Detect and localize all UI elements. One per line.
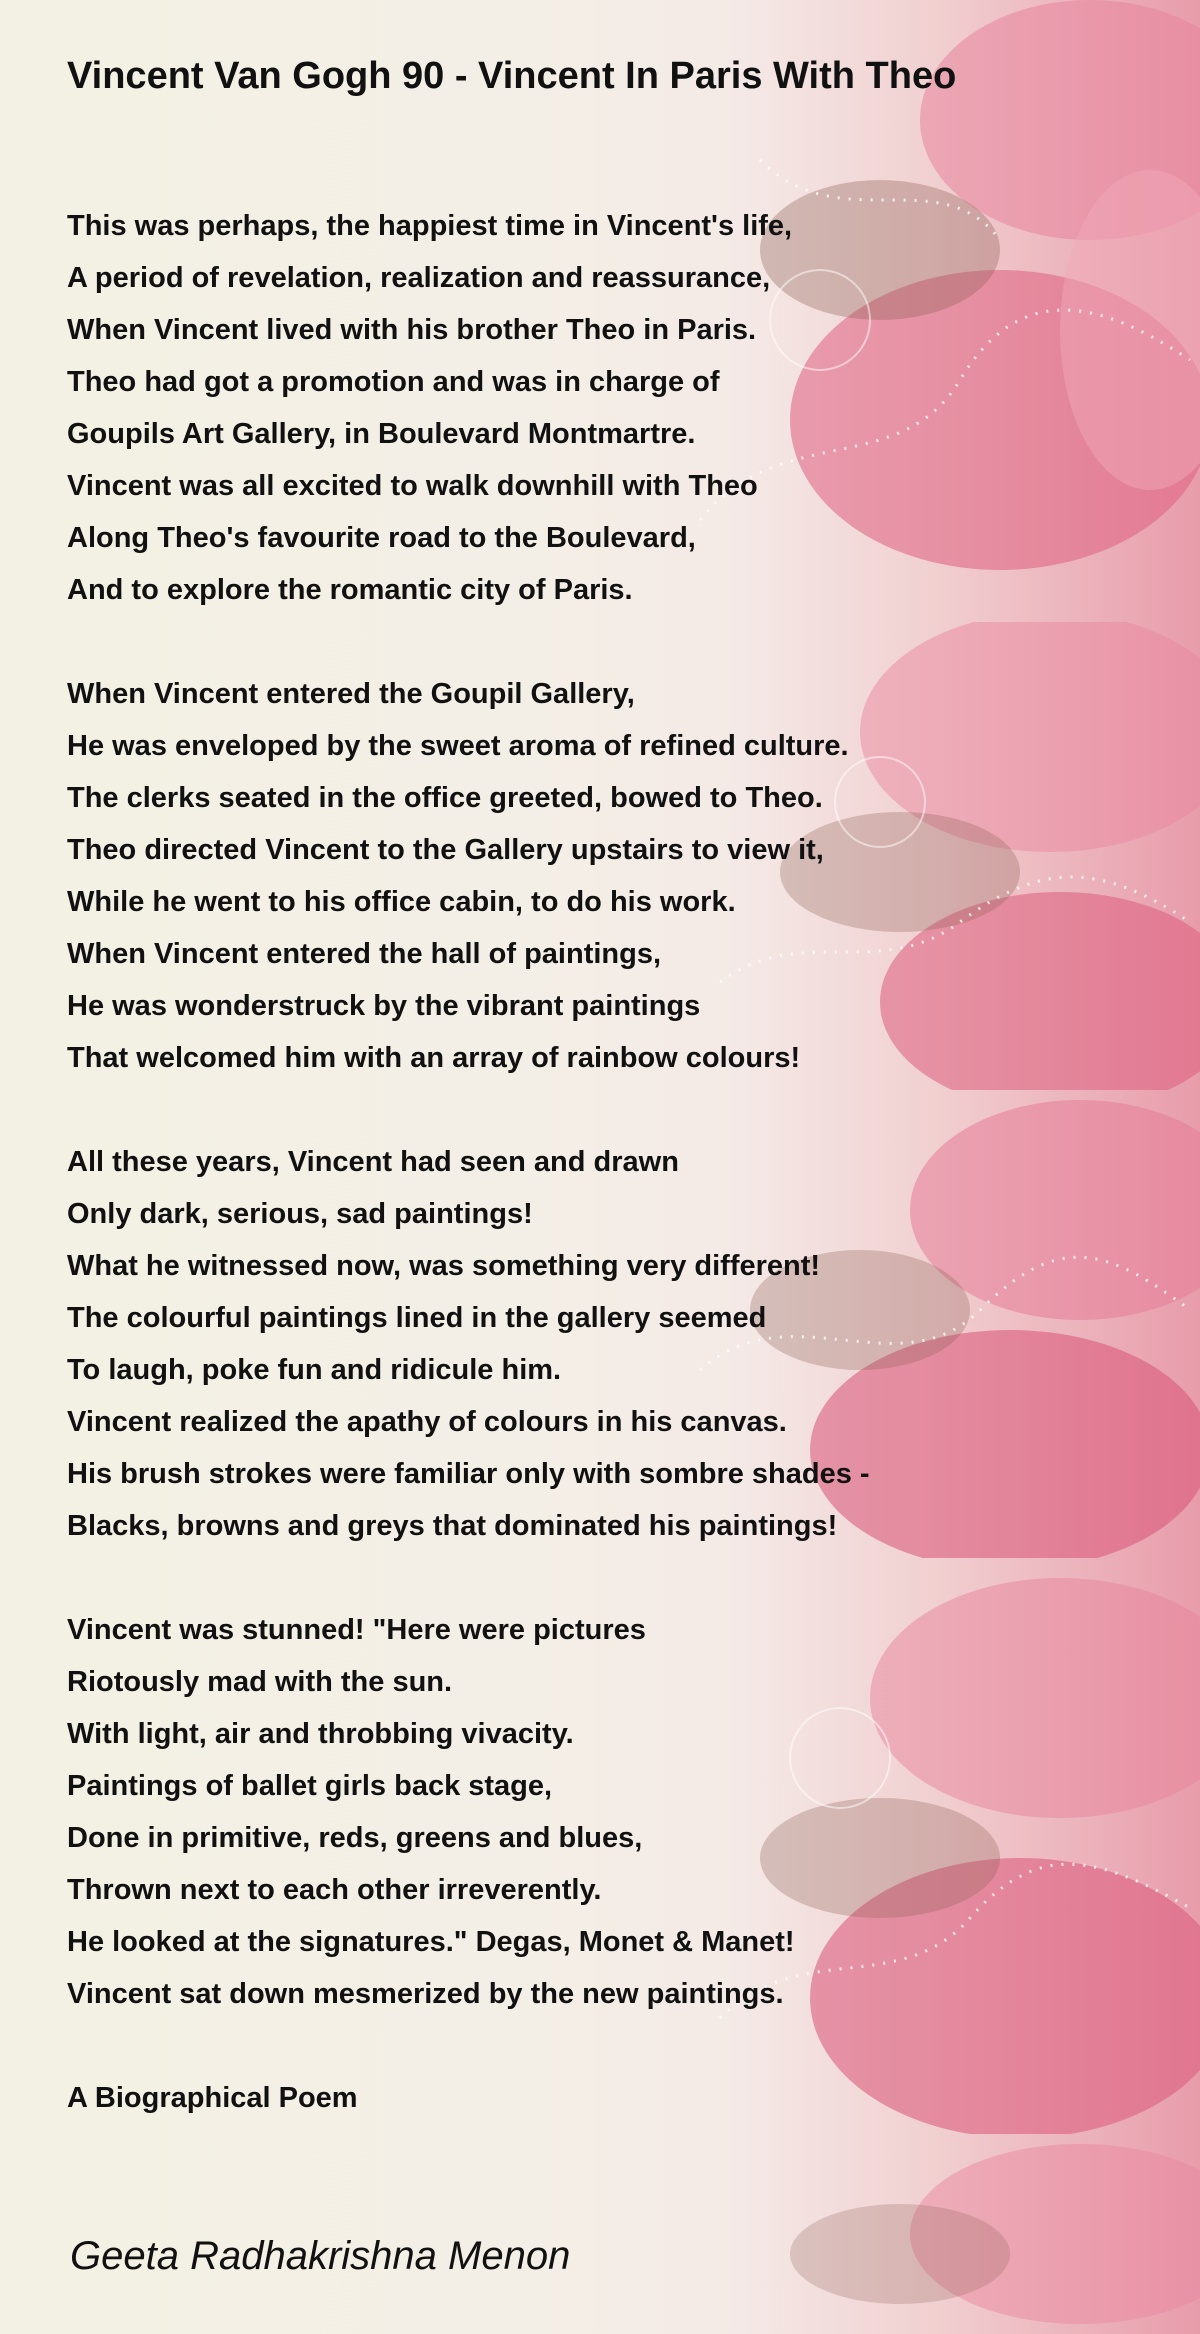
poem-line: Goupils Art Gallery, in Boulevard Montmartre.: [67, 418, 696, 450]
poem-line: To laugh, poke fun and ridicule him.: [67, 1354, 562, 1386]
poem-line: The colourful paintings lined in the gallery seemed: [67, 1302, 767, 1334]
poem-line: Paintings of ballet girls back stage,: [67, 1770, 553, 1802]
poem-line: His brush strokes were familiar only with sombre shades -: [67, 1458, 870, 1490]
stanza: [67, 1136, 1067, 1552]
poem-line: What he witnessed now, was something very different!: [67, 1250, 821, 1282]
poem-line: He looked at the signatures." Degas, Monet & Manet!: [67, 1926, 795, 1958]
poem-line: Blacks, browns and greys that dominated his paintings!: [67, 1510, 838, 1542]
poem-line: He was enveloped by the sweet aroma of refined culture.: [67, 730, 849, 762]
stanza: [67, 200, 1067, 616]
poem-line: Theo had got a promotion and was in charge of: [67, 366, 720, 398]
poem-line: When Vincent entered the Goupil Gallery,: [67, 678, 635, 710]
poem-line: Vincent realized the apathy of colours in his canvas.: [67, 1406, 787, 1438]
poem-line: This was perhaps, the happiest time in Vincent's life,: [67, 210, 793, 242]
poem-line: Theo directed Vincent to the Gallery upstairs to view it,: [67, 834, 824, 866]
poem-line: When Vincent entered the hall of paintings,: [67, 938, 662, 970]
stanza: [67, 1604, 1067, 2020]
poem-line: Vincent was all excited to walk downhill with Theo: [67, 470, 758, 502]
poem-title: Vincent Van Gogh 90 - Vincent In Paris With Theo: [67, 55, 957, 97]
poem-line: The clerks seated in the office greeted, bowed to Theo.: [67, 782, 823, 814]
poem-line: Vincent sat down mesmerized by the new paintings.: [67, 1978, 784, 2010]
poem-line: Done in primitive, reds, greens and blues,: [67, 1822, 643, 1854]
poem-line: With light, air and throbbing vivacity.: [67, 1718, 574, 1750]
poem-line: When Vincent lived with his brother Theo in Paris.: [67, 314, 757, 346]
poem-line: He was wonderstruck by the vibrant paintings: [67, 990, 701, 1022]
poem-note: A Biographical Poem: [67, 2082, 358, 2114]
poem-line: Thrown next to each other irreverently.: [67, 1874, 602, 1906]
poem-line: A period of revelation, realization and reassurance,: [67, 262, 771, 294]
poem-line: That welcomed him with an array of rainbow colours!: [67, 1042, 801, 1074]
poem-line: Along Theo's favourite road to the Boulevard,: [67, 522, 696, 554]
poem-body: [67, 200, 1067, 2124]
poem-line: And to explore the romantic city of Paris.: [67, 574, 633, 606]
poem-line: While he went to his office cabin, to do his work.: [67, 886, 736, 918]
poem-line: Only dark, serious, sad paintings!: [67, 1198, 533, 1230]
poem-line: All these years, Vincent had seen and drawn: [67, 1146, 679, 1178]
author-name: Geeta Radhakrishna Menon: [70, 2234, 571, 2278]
poem-line: Riotously mad with the sun.: [67, 1666, 453, 1698]
poem-line: Vincent was stunned! "Here were pictures: [67, 1614, 646, 1646]
stanza: [67, 668, 1067, 1084]
